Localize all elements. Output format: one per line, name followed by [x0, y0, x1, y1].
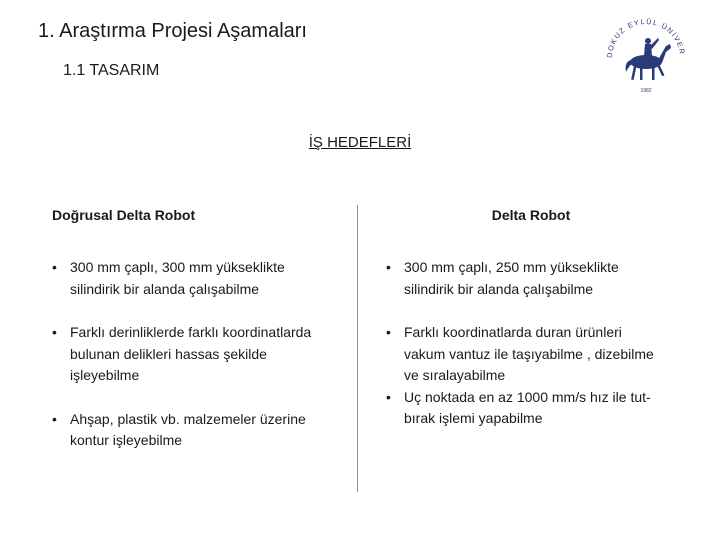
left-column-list — [52, 257, 332, 452]
svg-text:DOKUZ EYLÜL ÜNİVERSİTESİ — [600, 8, 687, 58]
left-column — [52, 207, 332, 474]
seal-ring-text: DOKUZ EYLÜL ÜNİVER — [604, 16, 687, 59]
list-item: • 300 mm çaplı, 250 mm yükseklikte silindirik bir alanda çalışabilme — [386, 257, 666, 300]
seal-year: 1982 — [640, 88, 652, 94]
right-column-list — [386, 257, 666, 430]
right-column — [386, 207, 666, 430]
column-divider — [357, 205, 358, 492]
left-column-heading: Doğrusal Delta Robot — [52, 207, 196, 223]
list-item: • Farklı koordinatlarda duran ürünleri vakum vantuz ile taşıyabilme , dizebilme ve sıralayabilme — [386, 322, 666, 387]
university-seal-icon — [600, 8, 692, 100]
section-heading: İŞ HEDEFLERİ — [308, 134, 412, 151]
list-item: • Farklı derinliklerde farklı koordinatlarda bulunan delikleri hassas şekilde işleyebilme — [52, 322, 332, 387]
list-item: • Uç noktada en az 1000 mm/s hız ile tut-bırak işlemi yapabilme — [386, 387, 666, 430]
slide-subtitle: 1.1 TASARIM — [63, 62, 160, 79]
slide-title: 1. Araştırma Projesi Aşamaları — [38, 20, 307, 42]
right-column-heading: Delta Robot — [491, 207, 571, 223]
list-item: • 300 mm çaplı, 300 mm yükseklikte silindirik bir alanda çalışabilme — [52, 257, 332, 300]
list-item: • Ahşap, plastik vb. malzemeler üzerine kontur işleyebilme — [52, 409, 332, 452]
